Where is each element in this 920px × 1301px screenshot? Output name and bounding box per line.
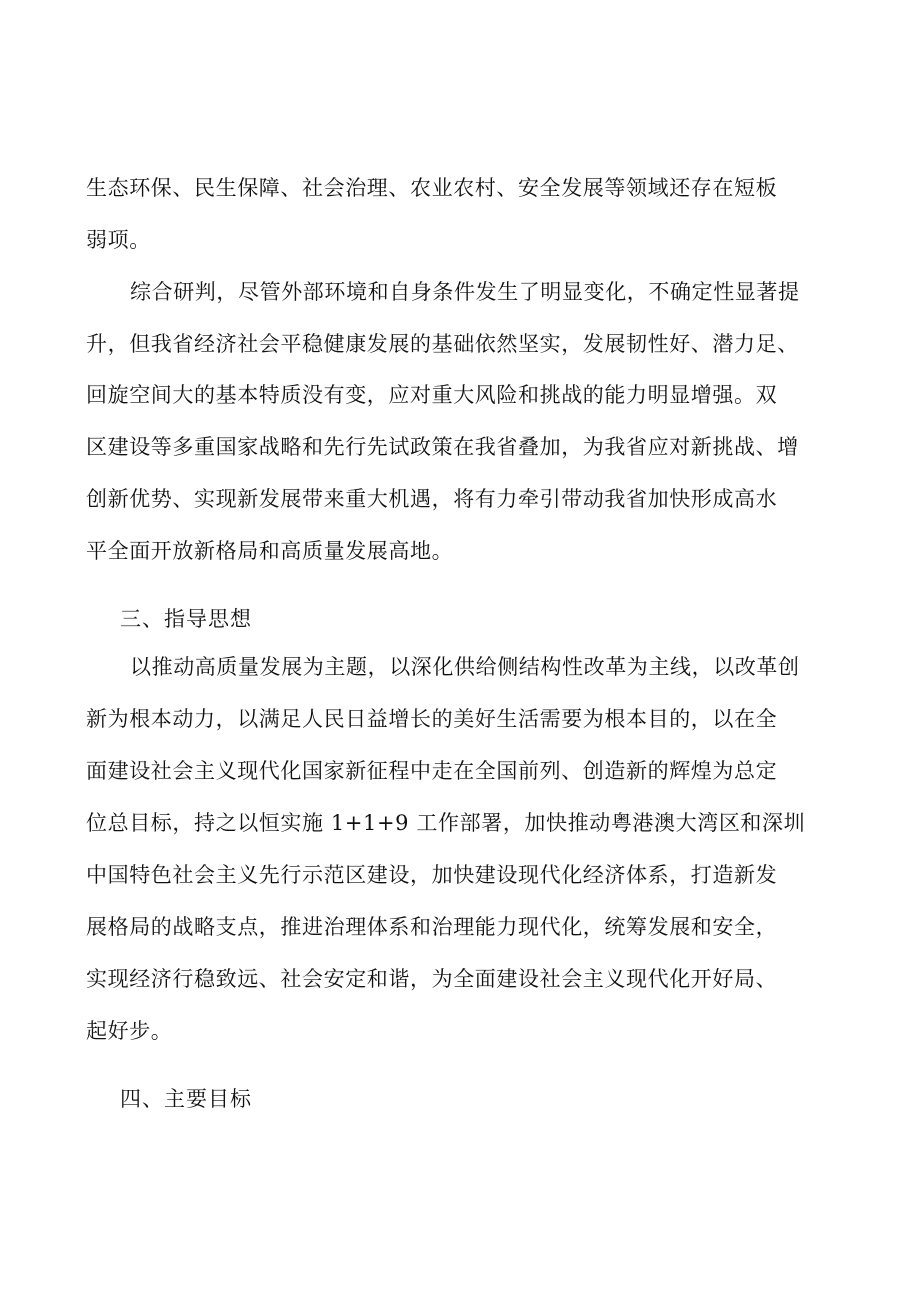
paragraph-1-line-2: 弱项。 (86, 228, 151, 252)
paragraph-2-line-3: 回旋空间大的基本特质没有变，应对重大风险和挑战的能力明显增强。双 (86, 383, 778, 407)
paragraph-3-line-3: 面建设社会主义现代化国家新征程中走在全国前列、创造新的辉煌为总定 (86, 759, 778, 783)
paragraph-2-line-2: 升，但我省经济社会平稳健康发展的基础依然坚实，发展韧性好、潜力足、 (86, 332, 799, 356)
paragraph-2-line-6: 平全面开放新格局和高质量发展高地。 (86, 539, 454, 563)
paragraph-2-line-1: 综合研判，尽管外部环境和自身条件发生了明显变化，不确定性显著提 (130, 280, 800, 304)
paragraph-3-line-1: 以推动高质量发展为主题，以深化供给侧结构性改革为主线，以改革创 (130, 655, 800, 679)
paragraph-2-line-5: 创新优势、实现新发展带来重大机遇，将有力牵引带动我省加快形成高水 (86, 487, 778, 511)
paragraph-3-line-2: 新为根本动力，以满足人民日益增长的美好生活需要为根本目的，以在全 (86, 707, 778, 731)
paragraph-3-line-5: 中国特色社会主义先行示范区建设，加快建设现代化经济体系，打造新发 (86, 863, 778, 887)
paragraph-3-line-4: 位总目标，持之以恒实施 1+1+9 工作部署，加快推动粤港澳大湾区和深圳 (86, 811, 806, 835)
section-heading-guiding-ideology: 三、指导思想 (120, 607, 252, 631)
paragraph-3-line-7: 实现经济行稳致远、社会安定和谐，为全面建设社会主义现代化开好局、 (86, 967, 778, 991)
paragraph-1-line-1: 生态环保、民生保障、社会治理、农业农村、安全发展等领域还存在短板 (86, 176, 778, 200)
paragraph-3-line-6: 展格局的战略支点，推进治理体系和治理能力现代化，统筹发展和安全， (86, 915, 778, 939)
section-heading-main-targets: 四、主要目标 (120, 1087, 252, 1111)
paragraph-3-line-8: 起好步。 (86, 1019, 173, 1043)
paragraph-2-line-4: 区建设等多重国家战略和先行先试政策在我省叠加，为我省应对新挑战、增 (86, 435, 799, 459)
